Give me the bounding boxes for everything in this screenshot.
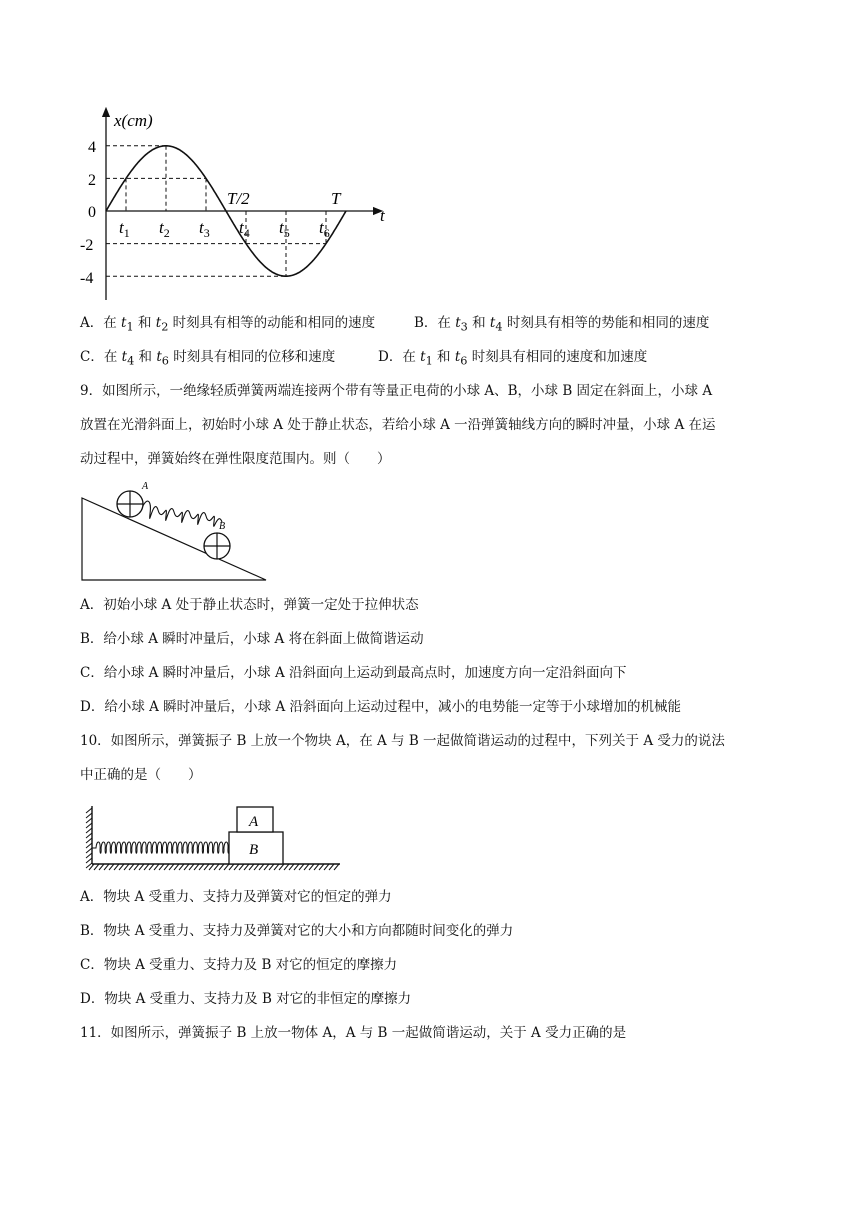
ball-a-label: A bbox=[142, 481, 149, 492]
q11-stem-line1: 11．如图所示，弹簧振子 B 上放一物体 A，A 与 B 一起做简谐运动，关于 A 受力正确的是 bbox=[80, 1025, 627, 1041]
q9-stem-line3: 动过程中，弹簧始终在弹性限度范围内。则（ ） bbox=[80, 451, 391, 467]
t-axis-label: t bbox=[380, 206, 385, 225]
y-tick-4: 4 bbox=[88, 139, 96, 156]
q10-option-a[interactable]: A．物块 A 受重力、支持力及弹簧对它的恒定的弹力 bbox=[80, 889, 392, 905]
time-mark-3: $t_3$ bbox=[199, 218, 210, 240]
incline-figure bbox=[80, 480, 280, 586]
half-period-label: T/2 bbox=[227, 189, 250, 208]
time-mark-6: $t_6$ bbox=[319, 218, 330, 240]
q9-option-c[interactable]: C．给小球 A 瞬时冲量后，小球 A 沿斜面向上运动到最高点时，加速度方向一定沿斜面向下 bbox=[80, 665, 627, 681]
y-tick-neg4: -4 bbox=[80, 270, 94, 287]
y-axis-label: x(cm) bbox=[114, 111, 153, 130]
xt-graph bbox=[80, 104, 400, 304]
q8-option-b[interactable]: B．在 $t_3$ 和 $t_4$ 时刻具有相等的势能和相同的速度 bbox=[414, 315, 710, 334]
time-mark-5: $t_5$ bbox=[279, 218, 290, 240]
q10-option-d[interactable]: D．物块 A 受重力、支持力及 B 对它的非恒定的摩擦力 bbox=[80, 991, 412, 1007]
y-tick-0: 0 bbox=[88, 204, 96, 221]
q9-stem-line1: 9．如图所示，一绝缘轻质弹簧两端连接两个带有等量正电荷的小球 A、B，小球 B 固定在斜面上，小球 A bbox=[80, 383, 713, 399]
q8-option-a[interactable]: A．在 $t_1$ 和 $t_2$ 时刻具有相等的动能和相同的速度 bbox=[80, 315, 376, 334]
block-b-label: B bbox=[249, 842, 259, 858]
time-mark-4: $t_4$ bbox=[239, 218, 250, 240]
horizontal-spring bbox=[92, 842, 229, 853]
q9-option-b[interactable]: B．给小球 A 瞬时冲量后，小球 A 将在斜面上做简谐运动 bbox=[80, 631, 424, 647]
y-tick-neg2: -2 bbox=[80, 237, 94, 254]
q9-option-a[interactable]: A．初始小球 A 处于静止状态时，弹簧一定处于拉伸状态 bbox=[80, 597, 419, 613]
q10-option-c[interactable]: C．物块 A 受重力、支持力及 B 对它的恒定的摩擦力 bbox=[80, 957, 398, 973]
time-mark-1: $t_1$ bbox=[119, 218, 130, 240]
oscillator-figure bbox=[78, 800, 344, 876]
spring bbox=[142, 501, 222, 526]
y-tick-2: 2 bbox=[88, 172, 96, 189]
time-mark-2: $t_2$ bbox=[159, 218, 170, 240]
q10-stem-line2: 中正确的是（ ） bbox=[80, 767, 202, 783]
q8-option-c[interactable]: C．在 $t_4$ 和 $t_6$ 时刻具有相同的位移和速度 bbox=[80, 349, 336, 368]
q10-option-b[interactable]: B．物块 A 受重力、支持力及弹簧对它的大小和方向都随时间变化的弹力 bbox=[80, 923, 514, 939]
ball-b-label: B bbox=[219, 521, 226, 532]
period-label: T bbox=[331, 189, 341, 208]
block-a-label: A bbox=[249, 814, 259, 830]
q8-option-d[interactable]: D．在 $t_1$ 和 $t_6$ 时刻具有相同的速度和加速度 bbox=[378, 349, 648, 368]
ball-a bbox=[117, 491, 143, 517]
ball-b bbox=[204, 533, 230, 559]
q10-stem-line1: 10．如图所示，弹簧振子 B 上放一个物块 A，在 A 与 B 一起做简谐运动的过程中，下列关于 A 受力的说法 bbox=[80, 733, 725, 749]
q9-option-d[interactable]: D．给小球 A 瞬时冲量后，小球 A 沿斜面向上运动过程中，减小的电势能一定等于小球增加的机械能 bbox=[80, 699, 681, 715]
q9-stem-line2: 放置在光滑斜面上，初始时小球 A 处于静止状态，若给小球 A 一沿弹簧轴线方向的瞬时冲量，小球 A 在运 bbox=[80, 417, 716, 433]
